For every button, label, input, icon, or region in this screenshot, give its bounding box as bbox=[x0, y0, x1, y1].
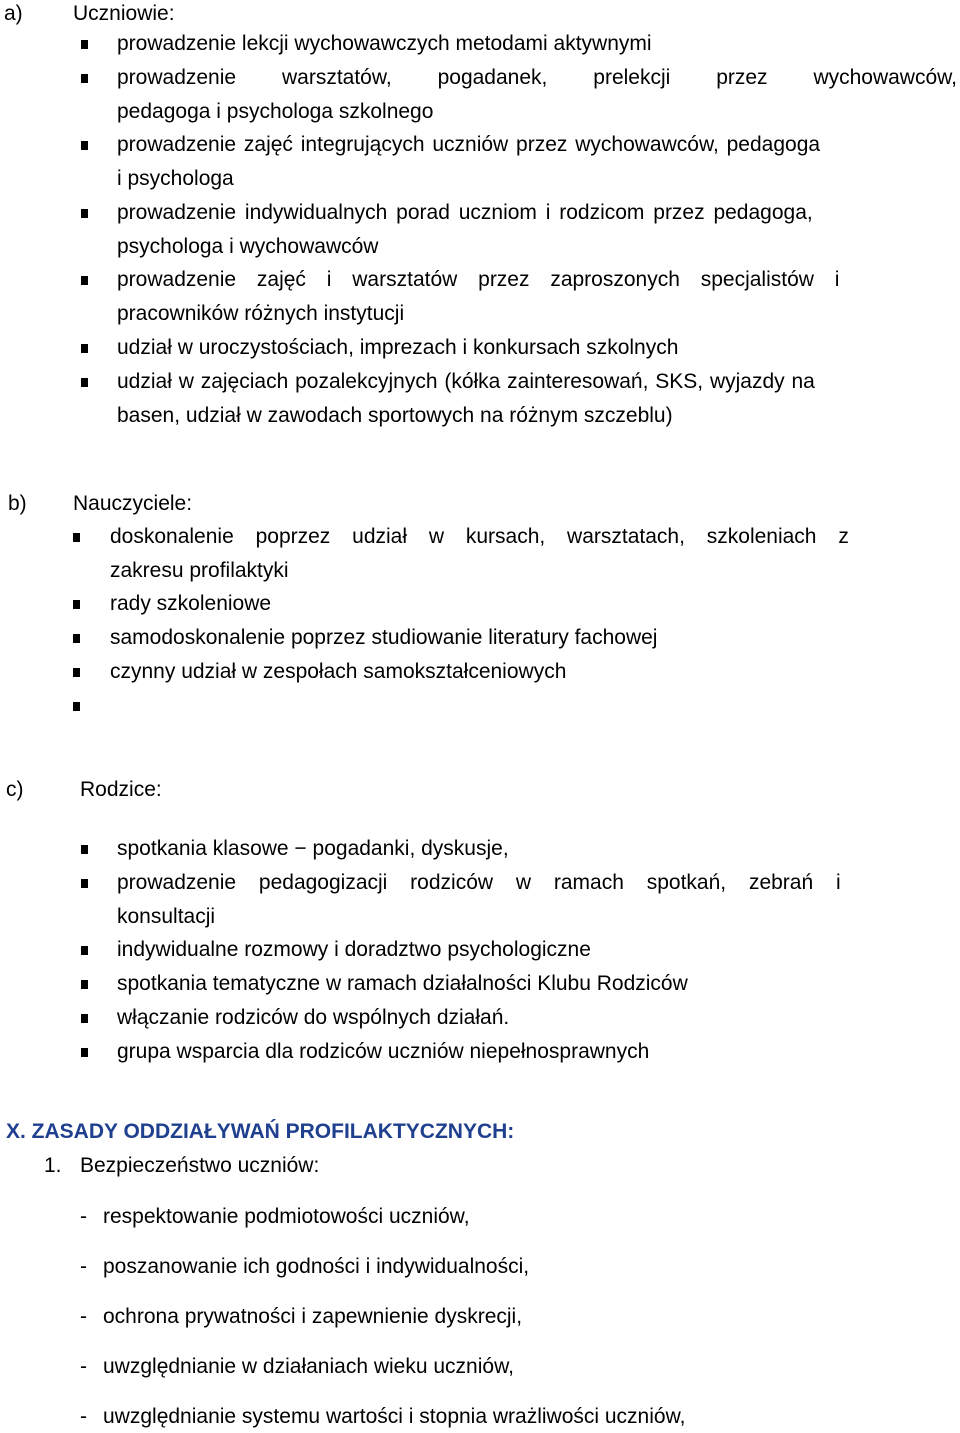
bullet-icon bbox=[81, 74, 88, 83]
dash-marker: - bbox=[80, 1355, 87, 1378]
list-item: spotkania klasowe − pogadanki, dyskusje, bbox=[117, 837, 509, 860]
list-item: prowadzenie warsztatów, pogadanek, prelekcji przez wychowawców, bbox=[117, 66, 957, 89]
section-c-heading: Rodzice: bbox=[80, 778, 162, 801]
point-number: 1. bbox=[44, 1154, 62, 1177]
dash-item: uwzględnianie w działaniach wieku uczniów, bbox=[103, 1355, 514, 1378]
bullet-icon bbox=[81, 344, 88, 353]
bullet-icon bbox=[73, 634, 80, 643]
list-item: prowadzenie lekcji wychowawczych metodami aktywnymi bbox=[117, 32, 652, 55]
list-item: czynny udział w zespołach samokształceniowych bbox=[110, 660, 567, 683]
dash-marker: - bbox=[80, 1255, 87, 1278]
bullet-icon bbox=[81, 209, 88, 218]
bullet-icon bbox=[81, 40, 88, 49]
list-item: spotkania tematyczne w ramach działalności Klubu Rodziców bbox=[117, 972, 688, 995]
list-item-continuation: psychologa i wychowawców bbox=[117, 235, 379, 258]
bullet-icon bbox=[81, 980, 88, 989]
list-item: samodoskonalenie poprzez studiowanie literatury fachowej bbox=[110, 626, 658, 649]
point-title: Bezpieczeństwo uczniów: bbox=[80, 1154, 320, 1177]
bullet-icon bbox=[73, 668, 80, 677]
bullet-icon bbox=[81, 276, 88, 285]
dash-item: respektowanie podmiotowości uczniów, bbox=[103, 1205, 470, 1228]
list-item-continuation: i psychologa bbox=[117, 167, 234, 190]
section-a-label: a) bbox=[4, 2, 23, 25]
section-c-label: c) bbox=[6, 778, 24, 801]
list-item-continuation: pracowników różnych instytucji bbox=[117, 302, 405, 325]
section-b-label: b) bbox=[8, 492, 27, 515]
list-item: rady szkoleniowe bbox=[110, 592, 272, 615]
list-item-continuation: pedagoga i psychologa szkolnego bbox=[117, 100, 434, 123]
bullet-icon bbox=[81, 845, 88, 854]
bullet-icon bbox=[81, 879, 88, 888]
list-item: włączanie rodziców do wspólnych działań. bbox=[117, 1006, 510, 1029]
bullet-icon bbox=[81, 946, 88, 955]
dash-item: ochrona prywatności i zapewnienie dyskrecji, bbox=[103, 1305, 523, 1328]
section-x-title: X. ZASADY ODDZIAŁYWAŃ PROFILAKTYCZNYCH: bbox=[6, 1120, 515, 1143]
bullet-icon bbox=[73, 533, 80, 542]
section-a-heading: Uczniowie: bbox=[73, 2, 175, 25]
list-item: prowadzenie zajęć i warsztatów przez zaproszonych specjalistów i bbox=[117, 268, 840, 291]
list-item-continuation: konsultacji bbox=[117, 905, 216, 928]
list-item: udział w uroczystościach, imprezach i konkursach szkolnych bbox=[117, 336, 679, 359]
list-item: udział w zajęciach pozalekcyjnych (kółka zainteresowań, SKS, wyjazdy na bbox=[117, 370, 815, 393]
dash-item: poszanowanie ich godności i indywidualności, bbox=[103, 1255, 530, 1278]
dash-marker: - bbox=[80, 1205, 87, 1228]
bullet-icon bbox=[81, 141, 88, 150]
bullet-icon bbox=[81, 1014, 88, 1023]
dash-marker: - bbox=[80, 1405, 87, 1428]
list-item: prowadzenie indywidualnych porad uczniom i rodzicom przez pedagoga, bbox=[117, 201, 813, 224]
list-item: prowadzenie zajęć integrujących uczniów przez wychowawców, pedagoga bbox=[117, 133, 821, 156]
bullet-icon bbox=[73, 600, 80, 609]
bullet-icon bbox=[73, 702, 80, 711]
bullet-icon bbox=[81, 1048, 88, 1057]
list-item-continuation: basen, udział w zawodach sportowych na różnym szczeblu) bbox=[117, 404, 673, 427]
list-item: doskonalenie poprzez udział w kursach, warsztatach, szkoleniach z bbox=[110, 525, 849, 548]
list-item-continuation: zakresu profilaktyki bbox=[110, 559, 289, 582]
dash-item: uwzględnianie systemu wartości i stopnia wrażliwości uczniów, bbox=[103, 1405, 686, 1428]
dash-marker: - bbox=[80, 1305, 87, 1328]
list-item: grupa wsparcia dla rodziców uczniów niepełnosprawnych bbox=[117, 1040, 650, 1063]
list-item: prowadzenie pedagogizacji rodziców w ramach spotkań, zebrań i bbox=[117, 871, 841, 894]
bullet-icon bbox=[81, 378, 88, 387]
list-item: indywidualne rozmowy i doradztwo psychologiczne bbox=[117, 938, 591, 961]
section-b-heading: Nauczyciele: bbox=[73, 492, 193, 515]
